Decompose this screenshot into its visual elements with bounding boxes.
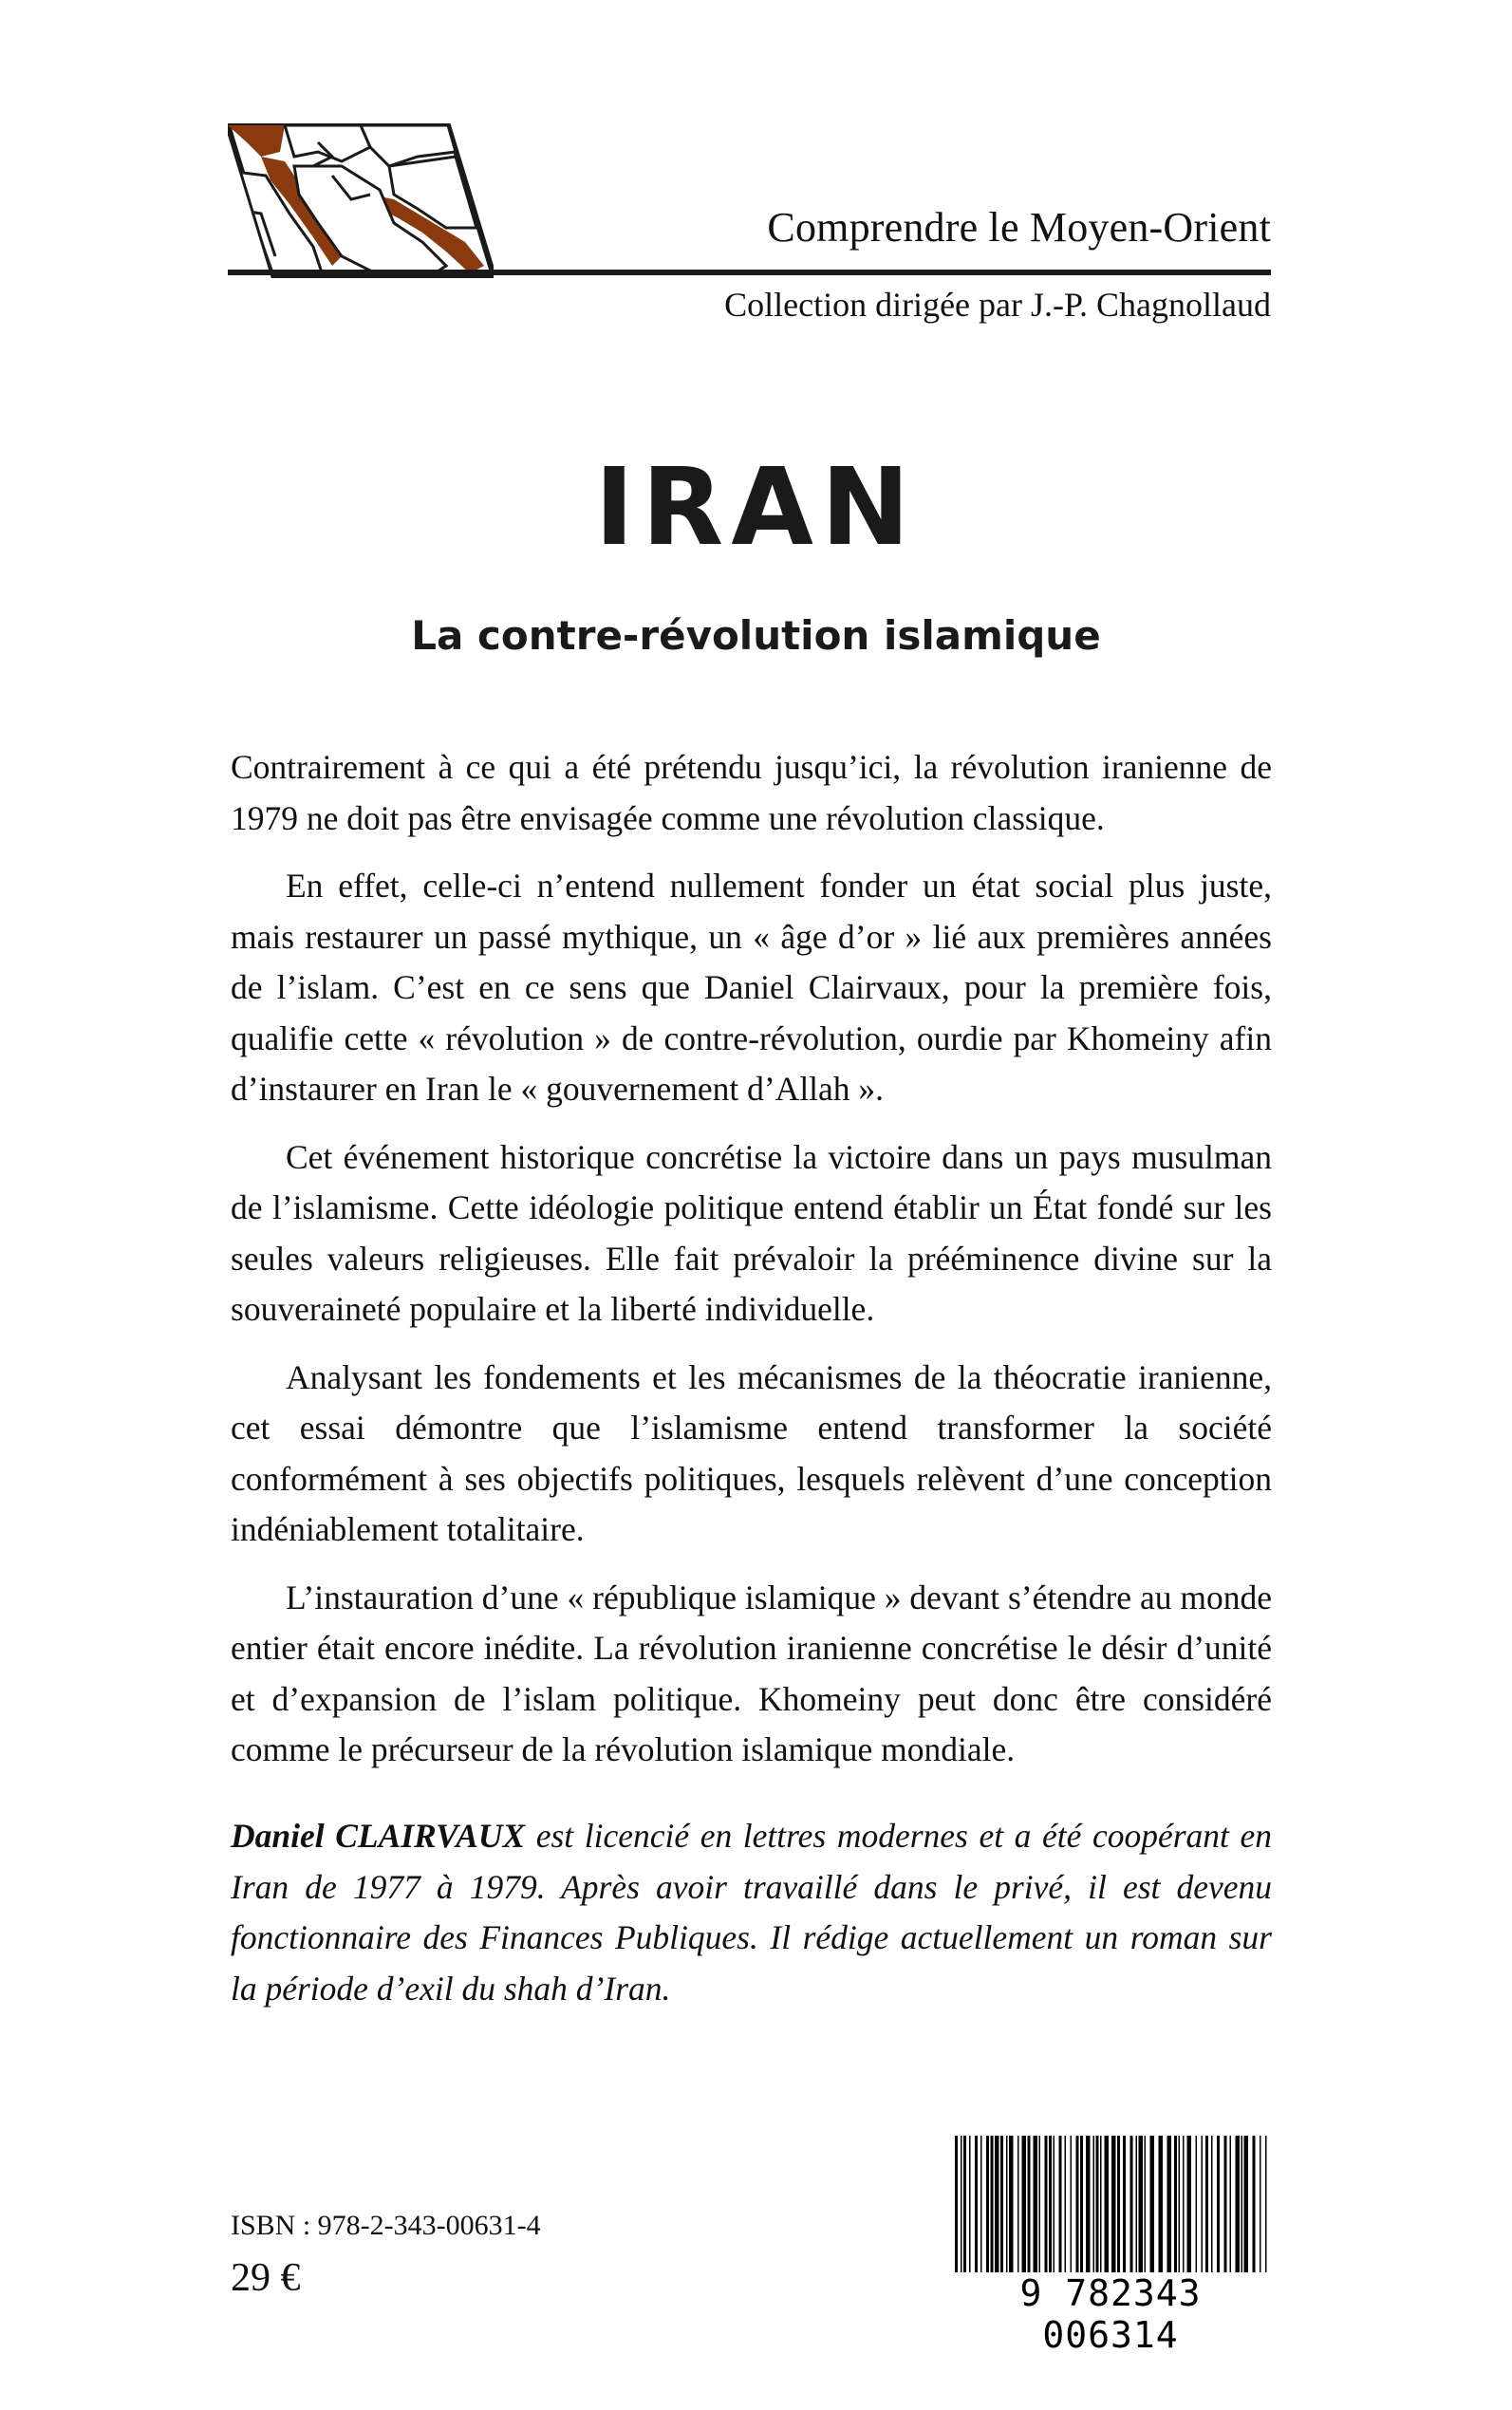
- blurb: [231, 742, 1272, 1793]
- barcode-bar: [963, 2136, 966, 2278]
- barcode-bar: [1253, 2136, 1256, 2278]
- barcode-bar: [1006, 2136, 1008, 2278]
- blurb-paragraph: Analysant les fondements et les mécanismes de la théocratie iranienne, cet essai démontre que l’islamisme entend transformer la société conformément à ses objectifs politiques, lesquels relèvent d’une conception indéniablement totalitaire.: [231, 1357, 1272, 1548]
- barcode-bar: [1187, 2136, 1192, 2278]
- author-name: Daniel CLAIRVAUX: [231, 1817, 526, 1855]
- barcode-bar: [975, 2136, 978, 2278]
- author-bio: [231, 1811, 1272, 2014]
- barcode-bar: [1086, 2136, 1091, 2278]
- barcode-bar: [1039, 2136, 1041, 2278]
- middle-east-map-icon: [228, 123, 494, 280]
- blurb-paragraph: Contrairement à ce qui a été prétendu jusqu’ici, la révolution iranienne de 1979 ne doit pas être envisagée comme une révolution classique.: [231, 748, 1272, 837]
- barcode-bar: [1017, 2136, 1019, 2278]
- barcode-digits: 9 782343 006314: [949, 2272, 1272, 2356]
- barcode-bar: [1059, 2136, 1062, 2278]
- barcode-bar: [1205, 2136, 1208, 2278]
- price: 29 €: [231, 2256, 301, 2300]
- barcode-bar: [1230, 2136, 1232, 2278]
- barcode-bar: [1022, 2136, 1027, 2278]
- barcode-bar: [1159, 2136, 1164, 2278]
- book-title: IRAN: [594, 446, 918, 570]
- barcode-bar: [1034, 2136, 1038, 2278]
- barcode-bar: [1100, 2136, 1102, 2278]
- barcode-bar: [1211, 2136, 1213, 2278]
- series-rule: [228, 270, 1271, 275]
- barcode-bar: [1076, 2136, 1079, 2278]
- barcode-bar: [1000, 2136, 1003, 2278]
- barcode-bar: [1196, 2136, 1198, 2278]
- barcode-bar: [1136, 2136, 1138, 2278]
- barcode-bar: [1145, 2136, 1147, 2278]
- barcode-bar: [1236, 2136, 1241, 2278]
- barcode-bar: [1045, 2136, 1048, 2278]
- book-subtitle: La contre-révolution islamique: [411, 612, 1101, 659]
- barcode-bar: [1054, 2136, 1055, 2278]
- barcode-bar: [1224, 2136, 1227, 2278]
- barcode-bar: [1265, 2136, 1267, 2278]
- barcode-bar: [1028, 2136, 1031, 2278]
- barcode-bar: [1241, 2136, 1243, 2278]
- barcode-bar: [1065, 2136, 1067, 2278]
- barcode-bar: [1217, 2136, 1220, 2278]
- barcode-bar: [1150, 2136, 1155, 2278]
- barcode-bar: [1183, 2136, 1185, 2278]
- barcode-bar: [1009, 2136, 1014, 2278]
- barcode-bar: [1123, 2136, 1126, 2278]
- barcode-bar: [995, 2136, 999, 2278]
- barcode-bar: [1117, 2136, 1120, 2278]
- barcode-bar: [991, 2136, 994, 2278]
- barcode-bar: [1202, 2136, 1204, 2278]
- blurb-paragraph: En effet, celle-ci n’entend nullement fonder un état social plus juste, mais restaurer un passé mythique, un « âge d’or » lié aux premières années de l’islam. C’est en ce sens que Daniel Clairvaux, pour la première fois, qualifie cette « révolution » de contre-révolution, ourdie par Khomeiny afin d’instaurer en Iran le « gouvernement d’Allah ».: [231, 867, 1272, 1108]
- series-editor: Collection dirigée par J.-P. Chagnollaud: [724, 286, 1271, 324]
- barcode-bar: [1130, 2136, 1133, 2278]
- isbn: ISBN : 978-2-343-00631-4: [231, 2210, 541, 2241]
- barcode-bar: [969, 2136, 971, 2278]
- barcode-bar: [1244, 2136, 1249, 2278]
- barcode-bar: [1174, 2136, 1177, 2278]
- author-bio-text: est licencié en lettres modernes et a été coopérant en Iran de 1977 à 1979. Après avoir travaillé dans le privé, il est devenu fonctionnaire des Finances Publiques. Il rédige actuellement un roman sur la période d’exil du shah d’Iran.: [231, 1817, 1272, 2008]
- barcode-bar: [986, 2136, 989, 2278]
- barcode-bar: [1093, 2136, 1095, 2278]
- series-title: Comprendre le Moyen-Orient: [767, 204, 1271, 251]
- barcode-bar: [1049, 2136, 1052, 2278]
- barcode-bar: [1179, 2136, 1181, 2278]
- barcode-bar: [1071, 2136, 1073, 2278]
- blurb-paragraph: Cet événement historique concrétise la victoire dans un pays musulman de l’islamisme. Cette idéologie politique entend établir un État fondé sur les seules valeurs religieuses. Elle fait prévaloir la prééminence divine sur la souveraineté populaire et la liberté individuelle.: [231, 1137, 1272, 1328]
- barcode-bar: [1096, 2136, 1099, 2278]
- barcode-bar: [1139, 2136, 1144, 2278]
- barcode-bar: [980, 2136, 982, 2278]
- blurb-paragraph: L’instauration d’une « république islamique » devant s’étendre au monde entier était encore inédite. La révolution iranienne concrétise le désir d’unité et d’expansion de l’islam politique. Khomeiny peut donc être considéré comme le précurseur de la révolution islamique mondiale.: [231, 1578, 1272, 1768]
- barcode-bar: [1167, 2136, 1172, 2278]
- barcode-bar: [1080, 2136, 1083, 2278]
- barcode-bar: [1105, 2136, 1110, 2278]
